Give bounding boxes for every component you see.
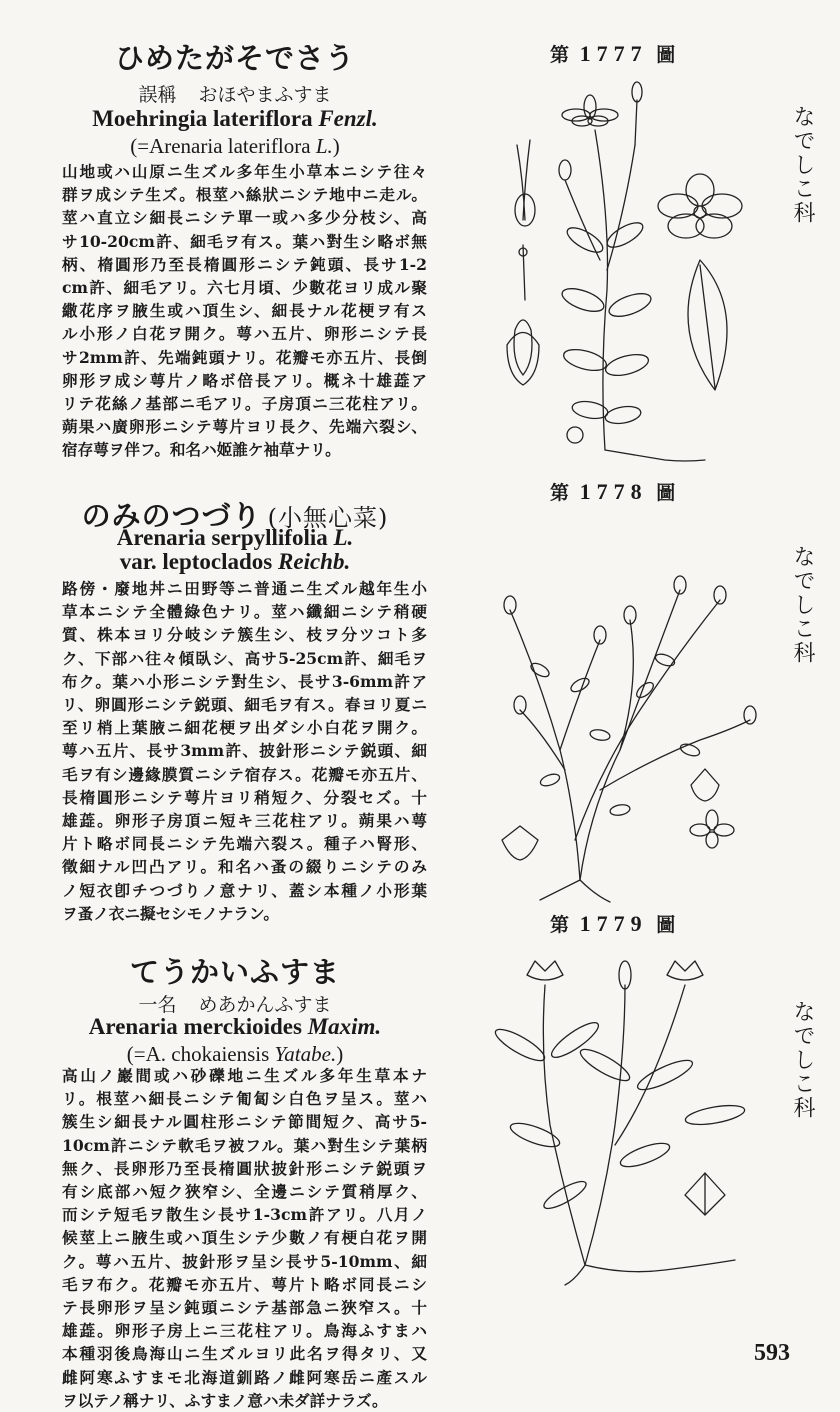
description-text: 路傍・廢地丼ニ田野等ニ普通ニ生ズル越年生小 草本ニシテ全體綠色ナリ。莖ハ纖細ニシテ稍硬 質、株本ヨリ分岐シテ簇生シ、枝ヲ分ツコト多 ク、下部ハ往々傾臥シ、高サ5-25cm許、細毛ヲ 布ク。葉ハ小形ニシテ對生シ、長サ3-6mm許ア リ、卵圓形ニシテ鋭頭、細毛ヲ有ス。春ヨリ夏ニ 至リ梢上葉腋ニ細花梗ヲ出ダシ小白花ヲ開ク。 萼ハ五片、長サ3mm許、披針形ニシテ鋭頭、細 毛ヲ有シ邊緣膜質ニシテ宿存ス。花瓣モ亦五片、 長楕圓形ニシテ萼片ヨリ稍短ク、分裂セズ。十 雄蕋。卵形子房頂ニ短キ三花柱アリ。蒴果ハ萼 片ト略ボ同長ニシテ先端六裂ス。種子ハ腎形、 徵細ナル凹凸アリ。和名ハ蚤の綴りニシテのみ ノ短衣卽チつづりノ意ナリ、蓋シ本種ノ小形葉 ヲ蚤ノ衣ニ擬セシモノナラン。	[62, 579, 427, 923]
scientific-name: Moehringia lateriflora Fenzl.	[92, 106, 378, 131]
plant-illustration-1778	[480, 510, 780, 890]
scientific-variety: var. leptoclados Reichb.	[119, 549, 351, 574]
synonym: (=A. chokaiensis Yatabe.)	[126, 1042, 344, 1066]
description-text: 山地或ハ山原ニ生ズル多年生小草本ニシテ往々 群ヲ成シテ生ズ。根莖ハ絲狀ニシテ地中ニ走ル。 莖ハ直立シ細長ニシテ單一或ハ多少分枝シ、高 サ10-20cm許、細毛ヲ有ス。葉ハ對生シ略ボ無 柄、楕圓形乃至長楕圓形ニシテ鈍頭、長サ1-2 cm許、細毛アリ。六七月頃、少數花ヨリ成ル聚 繖花序ヲ腋生或ハ頂生シ、細長ナル花梗ヲ有ス ル小形ノ白花ヲ開ク。萼ハ五片、卵形ニシテ長 サ2mm許、先端鈍頭ナリ。花瓣モ亦五片、長倒 卵形ヲ成シ萼片ノ略ボ倍長アリ。概ネ十雄蕋ア リテ花絲ノ基部ニ毛アリ。子房頂ニ三花柱アリ。 蒴果ハ廣卵形ニシテ萼片ヨリ長ク、先端六裂シ、 宿存萼ヲ伴フ。和名ハ姬誰ケ袖草ナリ。	[62, 162, 427, 460]
family-label: なでしこ科	[790, 545, 815, 665]
scientific-author: Fenzl.	[318, 106, 378, 131]
alias-line	[0, 990, 470, 1017]
alias-label: 誤稱	[138, 84, 177, 106]
figure-label-1779: 第 1779 圖	[550, 911, 678, 936]
figure-label-1778: 第 1778 圖	[550, 479, 678, 504]
alias-name: めあかんふすま	[198, 994, 332, 1016]
family-label: なでしこ科	[790, 105, 815, 225]
family-label: なでしこ科	[790, 1000, 815, 1120]
page-number: 593	[754, 1340, 790, 1366]
plant-illustration-1779	[505, 945, 765, 1285]
scientific-name: Arenaria serpyllifolia L.	[116, 525, 354, 550]
japanese-name-title: のみのつづり (小無心菜)	[81, 499, 389, 533]
alias-name: おほやまふすま	[198, 84, 332, 106]
synonym: (=Arenaria lateriflora L.)	[130, 134, 340, 158]
alias-label: 一名	[138, 994, 177, 1016]
kanji-name: (小無心菜)	[267, 504, 389, 532]
figure-label-1777: 第 1777 圖	[550, 41, 678, 66]
japanese-name-title: てうかいふすま	[129, 955, 340, 989]
scientific-name: Arenaria merckioides Maxim.	[88, 1014, 382, 1039]
alias-line	[0, 80, 470, 107]
plant-illustration-1777	[495, 70, 775, 470]
description-text: 高山ノ巖間或ハ砂礫地ニ生ズル多年生草本ナ リ。根莖ハ細長ニシテ匍匐シ白色ヲ呈ス。莖ハ 簇生シ細長ナル圓柱形ニシテ節間短ク、高サ5- 10cm許ニシテ軟毛ヲ被フル。葉ハ對生シテ葉柄 無ク、長卵形乃至長楕圓狀披針形ニシテ鋭頭ヲ 有シ底部ハ短ク狹窄シ、全邊ニシテ質稍厚ク、 而シテ短毛ヲ散生シ長サ1-3cm許アリ。八月ノ 候莖上ニ腋生或ハ頂生シテ少數ノ有梗白花ヲ開 ク。萼ハ五片、披針形ヲ呈シ長サ5-10mm、細 毛ヲ布ク。花瓣モ亦五片、萼片ト略ボ同長ニシ テ長卵形ヲ呈シ鈍頭ニシテ基部急ニ狹窄ス。十 雄蕋。卵形子房上ニ三花柱アリ。鳥海ふすまハ 本種羽後鳥海山ニ生ズルヨリ此名ヲ得タリ、又 雌阿寒ふすまモ北海道釧路ノ雌阿寒岳ニ產スル ヲ以テノ稱ナリ、ふすまノ意ハ未ダ詳ナラズ。	[62, 1066, 427, 1410]
japanese-name-title: ひめたがそでさう	[114, 41, 355, 75]
